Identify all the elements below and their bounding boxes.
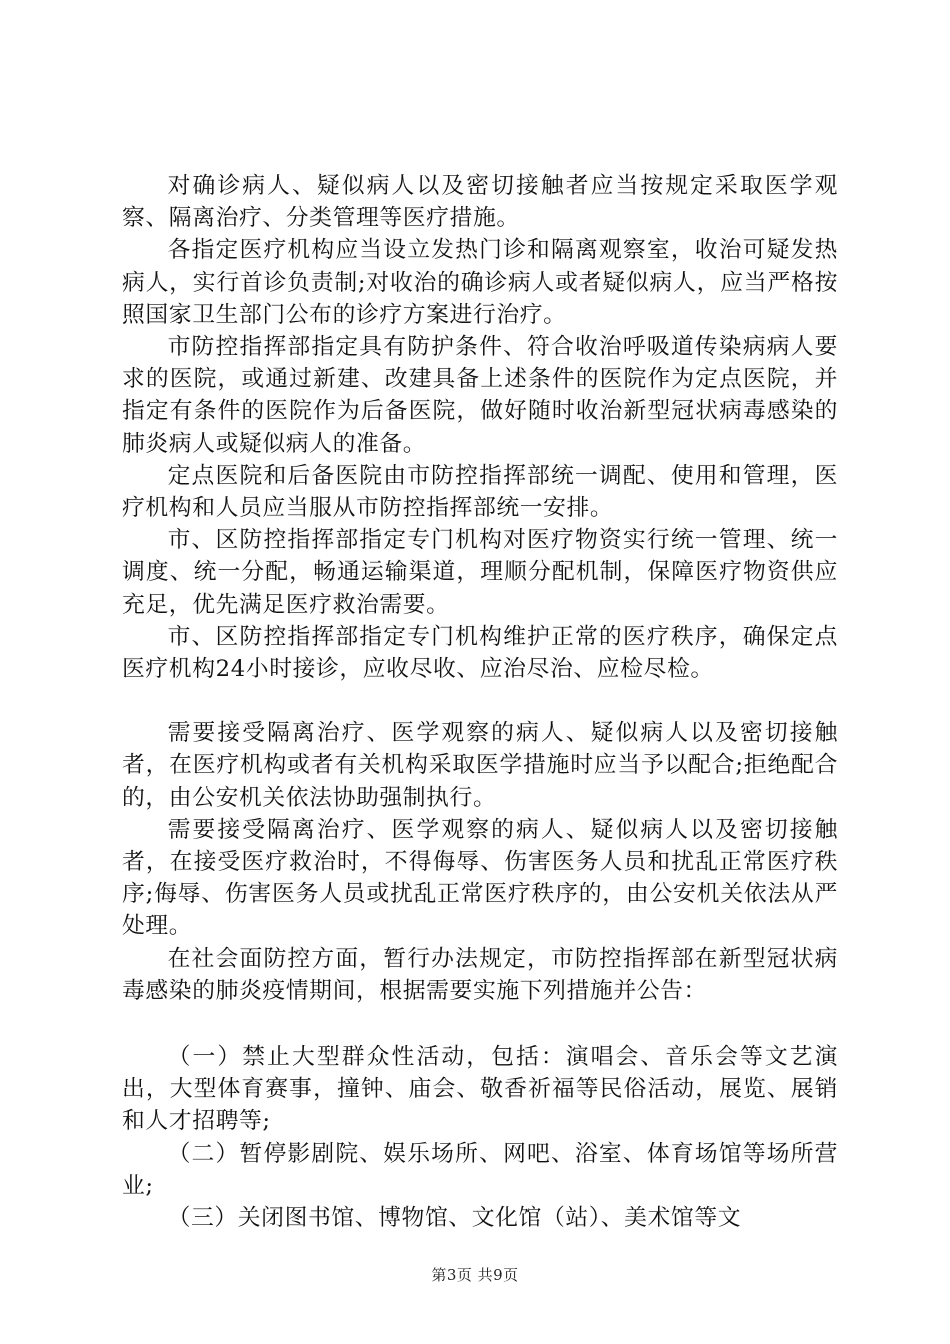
- paragraph: 定点医院和后备医院由市防控指挥部统一调配、使用和管理，医疗机构和人员应当服从市防控指挥部统一安排。: [122, 462, 838, 522]
- paragraph: 市、区防控指挥部指定专门机构对医疗物资实行统一管理、统一调度、统一分配，畅通运输渠道，理顺分配机制，保障医疗物资供应充足，优先满足医疗救治需要。: [122, 527, 838, 618]
- paragraph-gap: [122, 685, 838, 717]
- paragraph: 市防控指挥部指定具有防护条件、符合收治呼吸道传染病病人要求的医院，或通过新建、改建具备上述条件的医院作为定点医院，并指定有条件的医院作为后备医院，做好随时收治新型冠状病毒感染的肺炎病人或疑似病人的准备。: [122, 334, 838, 457]
- paragraph-gap: [122, 1007, 838, 1041]
- list-item: （一）禁止大型群众性活动，包括：演唱会、音乐会等文艺演出，大型体育赛事，撞钟、庙会、敬香祈福等民俗活动，展览、展销和人才招聘等;: [122, 1044, 838, 1135]
- page-number-footer: 第3页 共9页: [431, 1266, 519, 1284]
- paragraph: 对确诊病人、疑似病人以及密切接触者应当按规定采取医学观察、隔离治疗、分类管理等医疗措施。: [122, 173, 838, 232]
- paragraph: 市、区防控指挥部指定专门机构维护正常的医疗秩序，确保定点医疗机构24小时接诊，应收尽收、应治尽治、应检尽检。: [122, 623, 838, 683]
- paragraph: 需要接受隔离治疗、医学观察的病人、疑似病人以及密切接触者，在医疗机构或者有关机构采取医学措施时应当予以配合;拒绝配合的，由公安机关依法协助强制执行。: [122, 720, 838, 811]
- list-item: （二）暂停影剧院、娱乐场所、网吧、浴室、体育场馆等场所营业;: [122, 1140, 838, 1199]
- paragraph: 在社会面防控方面，暂行办法规定，市防控指挥部在新型冠状病毒感染的肺炎疫情期间，根据需要实施下列措施并公告：: [122, 945, 838, 1004]
- document-body: [122, 170, 838, 1234]
- paragraph: 各指定医疗机构应当设立发热门诊和隔离观察室，收治可疑发热病人，实行首诊负责制;对收治的确诊病人或者疑似病人，应当严格按照国家卫生部门公布的诊疗方案进行治疗。: [122, 237, 838, 328]
- list-item: （三）关闭图书馆、博物馆、文化馆（站）、美术馆等文: [167, 1205, 742, 1232]
- paragraph: 需要接受隔离治疗、医学观察的病人、疑似病人以及密切接触者，在接受医疗救治时，不得侮辱、伤害医务人员和扰乱正常医疗秩序;侮辱、伤害医务人员或扰乱正常医疗秩序的，由公安机关依法从严处理。: [122, 816, 838, 940]
